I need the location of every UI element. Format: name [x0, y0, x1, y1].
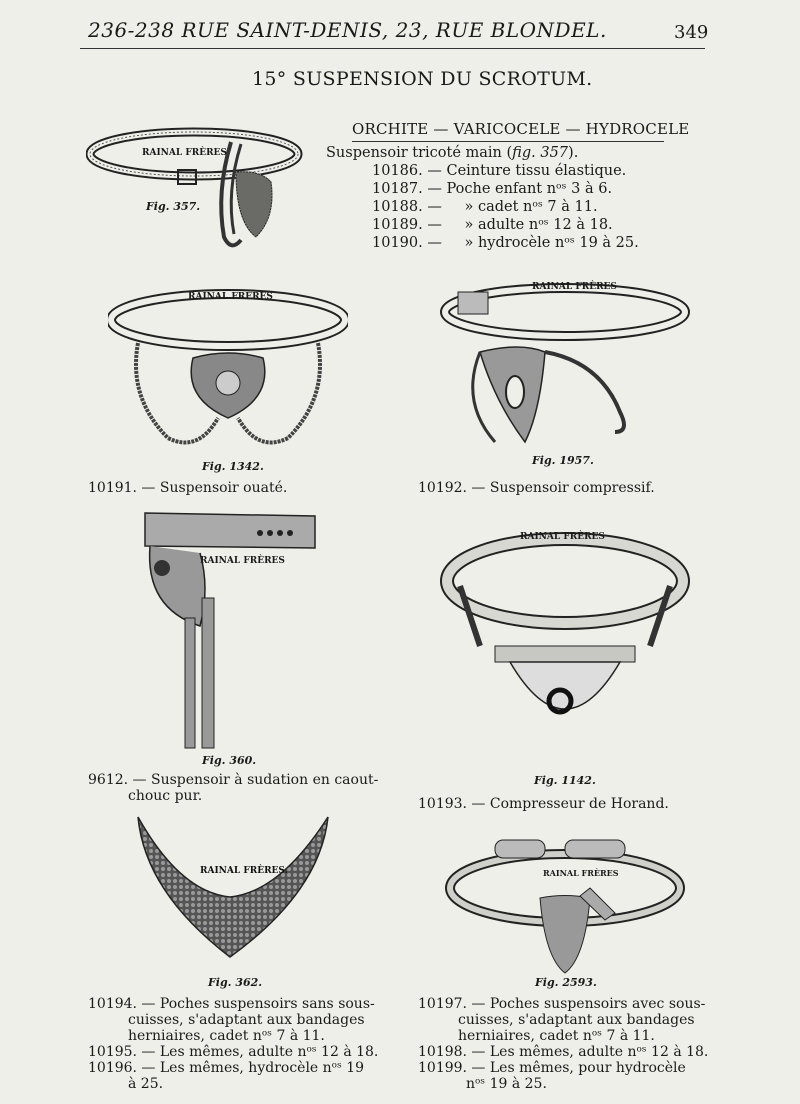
running-header: 236-238 RUE SAINT-DENIS, 23, RUE BLONDEL.	[88, 18, 607, 42]
figure-caption: Fig. 362.	[208, 976, 263, 989]
item-10196: 10196. — Les mêmes, hydrocèle nᵒˢ 19 à 25.	[88, 1060, 365, 1092]
suspensory-360-illustration	[140, 508, 320, 758]
suspensory-1957-illustration	[440, 282, 690, 452]
pouch-362-illustration	[130, 812, 335, 972]
figure-1142	[440, 526, 690, 787]
pouch-2593-illustration	[445, 838, 685, 978]
figure-1957	[440, 282, 690, 467]
item-10191: 10191. — Suspensoir ouaté.	[88, 480, 288, 496]
list-item: 10189. — » adulte nᵒˢ 12 à 18.	[372, 217, 613, 233]
brand-label: RAINAL FRÈRES	[188, 292, 273, 302]
intro-line: Suspensoir tricoté main (fig. 357).	[326, 145, 579, 161]
list-item: 10187. — Poche enfant nᵒˢ 3 à 6.	[372, 181, 613, 197]
brand-label: RAINAL FRÈRES.	[200, 866, 288, 876]
compressor-1142-illustration	[440, 526, 690, 746]
figure-357	[86, 122, 306, 262]
page-number: 349	[674, 22, 709, 43]
suspensory-357-illustration	[86, 122, 306, 262]
item-10193: 10193. — Compresseur de Horand.	[418, 796, 669, 812]
brand-label: RAINAL FRÈRES	[520, 532, 605, 542]
item-10199: 10199. — Les mêmes, pour hydrocèle nᵒˢ 19 à 25.	[418, 1060, 686, 1092]
item-10197: 10197. — Poches suspensoirs avec sous- cuisses, s'adaptant aux bandages herniaires, cadet nᵒˢ 7 à 11.	[418, 996, 706, 1044]
figure-caption: Fig. 360.	[202, 754, 257, 767]
figure-caption: Fig. 1342.	[202, 460, 264, 473]
item-10195: 10195. — Les mêmes, adulte nᵒˢ 12 à 18.	[88, 1044, 379, 1060]
figure-362	[130, 812, 335, 989]
list-item: 10188. — » cadet nᵒˢ 7 à 11.	[372, 199, 598, 215]
section-subtitle: ORCHITE — VARICOCELE — HYDROCELE	[352, 120, 690, 138]
list-item: 10186. — Ceinture tissu élastique.	[372, 163, 627, 179]
item-10194: 10194. — Poches suspensoirs sans sous- cuisses, s'adaptant aux bandages herniaires, cadet nᵒˢ 7 à 11.	[88, 996, 375, 1044]
suspensory-1342-illustration	[108, 288, 348, 458]
header-rule	[80, 48, 705, 49]
subtitle-rule	[352, 141, 664, 142]
list-item: 10190. — » hydrocèle nᵒˢ 19 à 25.	[372, 235, 639, 251]
brand-label: RAINAL FRÈRES	[532, 282, 617, 292]
item-10192: 10192. — Suspensoir compressif.	[418, 480, 655, 496]
brand-label: RAINAL FRÈRES	[200, 556, 285, 566]
figure-1342	[108, 288, 348, 473]
figure-caption: Fig. 1142.	[534, 774, 596, 787]
brand-label: RAINAL FRÈRES	[543, 868, 619, 878]
item-10198: 10198. — Les mêmes, adulte nᵒˢ 12 à 18.	[418, 1044, 709, 1060]
figure-360	[140, 508, 320, 767]
intro-list	[372, 162, 639, 252]
figure-caption: Fig. 2593.	[535, 976, 597, 989]
brand-label: RAINAL FRÈRES	[142, 148, 227, 158]
figure-2593	[445, 838, 685, 989]
fig-reference: fig. 357	[512, 145, 569, 161]
section-title: 15° SUSPENSION DU SCROTUM.	[252, 68, 593, 90]
figure-caption: Fig. 357.	[146, 200, 201, 213]
figure-caption: Fig. 1957.	[532, 454, 594, 467]
item-9612: 9612. — Suspensoir à sudation en caout- chouc pur.	[88, 772, 379, 804]
